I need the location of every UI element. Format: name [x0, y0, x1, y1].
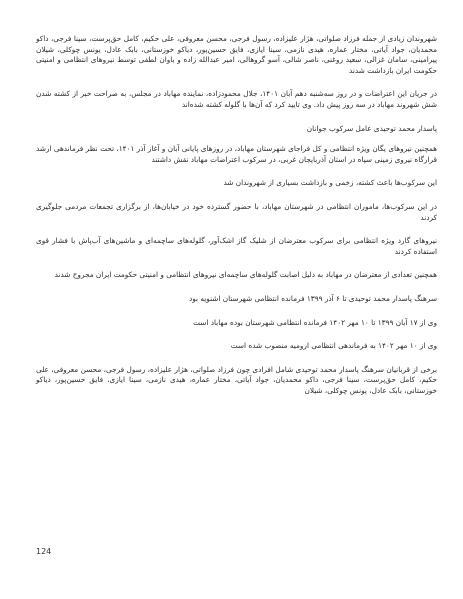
paragraph-detainees: شهروندان زیادی از جمله فرزاد صلواتی، هژار علیزاده، رسول فرجی، محسن معروفی، علی حکیم، کامل حق‌پرست، سینا فرجی، داکو محمدیان، جواد آیاتی، مختار عماره، هیدی نازمی، سینا ایازی، فایق حسین‌پور، دیاکو خوزستانی، بابک عادل، یونس چوکلی، شیلان پیرامینی، سامان غزالی، سعید روغنی، ناصر شالی، آسو گروهالی، امیر عبدالله زاده و باوان لطفی توسط نیروهای انتظامی و امنیتی حکومت ایران بازداشت شدند: [36, 34, 437, 75]
paragraph-special-units: همچنین نیروهای یگان ویژه انتظامی و کل فراجای شهرستان مهاباد، در روزهای پایانی آبان و آغاز آذر ۱۴۰۱، تحت نظر فرماندهی ارشد قرارگاه نیروی زمینی سپاه در استان آذربایجان غربی، در سرکوب اعتراضات مهاباد نقش داشتند: [36, 144, 437, 164]
paragraph-urmia-command: وی از ۱۰ مهر ۱۴۰۲ به فرماندهی انتظامی ارومیه منصوب شده است: [230, 341, 437, 351]
paragraph-parliament-statement: در جریان این اعتراضات و در روز سه‌شنبه دهم آبان ۱۴۰۱، جلال محمودزاده، نماینده مهاباد در مجلس، به صراحت خبر از کشته شدن شش شهروند مهاباد در سه روز پیش داد. وی تایید کرد که آن‌ها با گلوله کشته شده‌اند: [36, 89, 437, 109]
section-heading: پاسدار محمد توحیدی عامل سرکوب جوانان: [306, 123, 437, 133]
paragraph-tear-gas: نیروهای گارد ویژه انتظامی برای سرکوب معترضان از شلیک گاز اشک‌آور، گلوله‌های ساچمه‌ای و ماشین‌های آب‌پاش با فشار قوی استفاده کردند: [36, 236, 437, 256]
paragraph-victims: برخی از قربانیان سرهنگ پاسدار محمد توحیدی شامل افرادی چون فرزاد صلواتی، هژار علیزاده، رسول فرجی، محسن معروفی، علی حکیم، کامل حق‌پرست، سینا فرجی، داکو محمدیان، جواد آیاتی، مختار عماره، هیدی نازمی، سینا ایازی، فایق حسین‌پور، دیاکو خوزستانی، بابک عادل، یونس چوکلی، شیلان: [36, 364, 437, 395]
paragraph-police-presence: در این سرکوب‌ها، ماموران انتظامی در شهرستان مهاباد، با حضور گسترده خود در خیابان‌ها، از برگزاری تجمعات مردمی جلوگیری کردند: [36, 201, 437, 222]
paragraph-oshnavieh-command: سرهنگ پاسدار محمد توحیدی تا ۶ آذر ۱۳۹۹ فرمانده انتظامی شهرستان اشنویه بود: [188, 293, 437, 303]
paragraph-mahabad-command: وی از ۱۷ آبان ۱۳۹۹ تا ۱۰ مهر ۱۴۰۲ فرمانده انتظامی شهرستان بوده مهاباد است: [193, 317, 437, 327]
paragraph-injuries: همچنین تعدادی از معترضان در مهاباد به دلیل اصابت گلوله‌های ساچمه‌ای نیروهای انتظامی و امنیتی حکومت ایران مجروح شدند: [54, 270, 437, 280]
document-body: [36, 34, 437, 409]
page-number: 124: [36, 547, 52, 556]
paragraph-casualties: این سرکوب‌ها باعث کشته، زخمی و بازداشت بسیاری از شهروندان شد: [223, 178, 437, 188]
